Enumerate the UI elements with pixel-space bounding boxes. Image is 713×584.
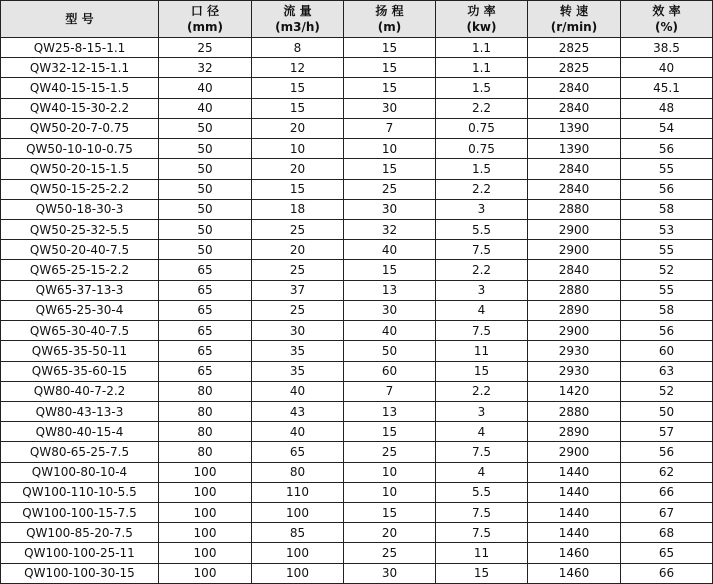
cell-head: 25 bbox=[344, 442, 436, 462]
cell-speed: 1460 bbox=[528, 543, 621, 563]
table-row bbox=[1, 321, 713, 341]
cell-power: 3 bbox=[436, 199, 528, 219]
table-row bbox=[1, 462, 713, 482]
cell-speed: 2900 bbox=[528, 240, 621, 260]
cell-efficiency: 55 bbox=[621, 240, 713, 260]
cell-power: 2.2 bbox=[436, 98, 528, 118]
cell-power: 7.5 bbox=[436, 442, 528, 462]
cell-efficiency: 55 bbox=[621, 159, 713, 179]
cell-flow: 40 bbox=[252, 381, 344, 401]
cell-power: 5.5 bbox=[436, 219, 528, 239]
cell-diameter: 65 bbox=[159, 361, 252, 381]
cell-efficiency: 66 bbox=[621, 482, 713, 502]
cell-head: 25 bbox=[344, 179, 436, 199]
cell-flow: 15 bbox=[252, 179, 344, 199]
header-label: 扬 程 bbox=[375, 4, 404, 18]
cell-speed: 1440 bbox=[528, 523, 621, 543]
cell-flow: 12 bbox=[252, 58, 344, 78]
table-row bbox=[1, 78, 713, 98]
cell-diameter: 50 bbox=[159, 179, 252, 199]
table-row bbox=[1, 139, 713, 159]
cell-efficiency: 57 bbox=[621, 422, 713, 442]
cell-efficiency: 53 bbox=[621, 219, 713, 239]
cell-efficiency: 48 bbox=[621, 98, 713, 118]
header-row bbox=[1, 1, 713, 38]
cell-speed: 2880 bbox=[528, 199, 621, 219]
table-row bbox=[1, 58, 713, 78]
cell-power: 1.1 bbox=[436, 38, 528, 58]
cell-flow: 25 bbox=[252, 260, 344, 280]
cell-speed: 1440 bbox=[528, 462, 621, 482]
cell-diameter: 65 bbox=[159, 260, 252, 280]
cell-diameter: 100 bbox=[159, 482, 252, 502]
cell-flow: 8 bbox=[252, 38, 344, 58]
cell-efficiency: 54 bbox=[621, 118, 713, 138]
cell-efficiency: 52 bbox=[621, 381, 713, 401]
cell-power: 4 bbox=[436, 300, 528, 320]
header-unit: (m3/h) bbox=[275, 20, 320, 34]
cell-efficiency: 56 bbox=[621, 139, 713, 159]
header-efficiency bbox=[621, 1, 713, 38]
cell-diameter: 100 bbox=[159, 543, 252, 563]
cell-diameter: 80 bbox=[159, 422, 252, 442]
cell-head: 15 bbox=[344, 38, 436, 58]
table-row bbox=[1, 381, 713, 401]
cell-flow: 20 bbox=[252, 240, 344, 260]
cell-efficiency: 56 bbox=[621, 179, 713, 199]
cell-speed: 2880 bbox=[528, 401, 621, 421]
cell-efficiency: 60 bbox=[621, 341, 713, 361]
cell-power: 2.2 bbox=[436, 381, 528, 401]
cell-speed: 2930 bbox=[528, 341, 621, 361]
header-label: 转 速 bbox=[559, 4, 589, 18]
cell-diameter: 25 bbox=[159, 38, 252, 58]
cell-diameter: 80 bbox=[159, 381, 252, 401]
table-row bbox=[1, 563, 713, 583]
cell-speed: 1440 bbox=[528, 482, 621, 502]
cell-power: 0.75 bbox=[436, 139, 528, 159]
cell-model: QW80-40-15-4 bbox=[1, 422, 159, 442]
cell-power: 0.75 bbox=[436, 118, 528, 138]
table-row bbox=[1, 118, 713, 138]
header-head bbox=[344, 1, 436, 38]
cell-head: 15 bbox=[344, 58, 436, 78]
cell-model: QW40-15-15-1.5 bbox=[1, 78, 159, 98]
header-power bbox=[436, 1, 528, 38]
table-row bbox=[1, 543, 713, 563]
cell-diameter: 100 bbox=[159, 462, 252, 482]
table-row bbox=[1, 240, 713, 260]
cell-efficiency: 38.5 bbox=[621, 38, 713, 58]
cell-head: 40 bbox=[344, 321, 436, 341]
cell-speed: 2840 bbox=[528, 98, 621, 118]
cell-diameter: 65 bbox=[159, 300, 252, 320]
cell-model: QW50-18-30-3 bbox=[1, 199, 159, 219]
cell-model: QW50-25-32-5.5 bbox=[1, 219, 159, 239]
header-diameter bbox=[159, 1, 252, 38]
cell-efficiency: 65 bbox=[621, 543, 713, 563]
table-row bbox=[1, 159, 713, 179]
header-unit: (%) bbox=[655, 20, 678, 34]
cell-model: QW65-35-50-11 bbox=[1, 341, 159, 361]
cell-speed: 2900 bbox=[528, 321, 621, 341]
cell-flow: 25 bbox=[252, 300, 344, 320]
cell-speed: 1390 bbox=[528, 139, 621, 159]
cell-model: QW50-20-15-1.5 bbox=[1, 159, 159, 179]
cell-power: 4 bbox=[436, 462, 528, 482]
cell-head: 30 bbox=[344, 199, 436, 219]
cell-efficiency: 58 bbox=[621, 199, 713, 219]
cell-efficiency: 50 bbox=[621, 401, 713, 421]
cell-model: QW80-65-25-7.5 bbox=[1, 442, 159, 462]
header-unit: (kw) bbox=[466, 20, 497, 34]
cell-head: 30 bbox=[344, 300, 436, 320]
cell-power: 7.5 bbox=[436, 503, 528, 523]
cell-power: 7.5 bbox=[436, 523, 528, 543]
cell-flow: 65 bbox=[252, 442, 344, 462]
table-row bbox=[1, 260, 713, 280]
cell-efficiency: 63 bbox=[621, 361, 713, 381]
header-label: 效 率 bbox=[652, 4, 681, 18]
cell-diameter: 50 bbox=[159, 199, 252, 219]
table-row bbox=[1, 503, 713, 523]
cell-diameter: 50 bbox=[159, 139, 252, 159]
cell-power: 5.5 bbox=[436, 482, 528, 502]
cell-model: QW65-30-40-7.5 bbox=[1, 321, 159, 341]
cell-model: QW65-25-15-2.2 bbox=[1, 260, 159, 280]
cell-model: QW65-35-60-15 bbox=[1, 361, 159, 381]
header-model bbox=[1, 1, 159, 38]
cell-efficiency: 62 bbox=[621, 462, 713, 482]
cell-speed: 2890 bbox=[528, 422, 621, 442]
cell-flow: 35 bbox=[252, 341, 344, 361]
cell-speed: 2840 bbox=[528, 179, 621, 199]
cell-efficiency: 45.1 bbox=[621, 78, 713, 98]
cell-head: 32 bbox=[344, 219, 436, 239]
cell-power: 15 bbox=[436, 361, 528, 381]
cell-head: 15 bbox=[344, 78, 436, 98]
cell-model: QW80-43-13-3 bbox=[1, 401, 159, 421]
cell-head: 10 bbox=[344, 482, 436, 502]
cell-head: 13 bbox=[344, 401, 436, 421]
cell-diameter: 50 bbox=[159, 159, 252, 179]
cell-head: 40 bbox=[344, 240, 436, 260]
table-row bbox=[1, 482, 713, 502]
header-model-label: 型 号 bbox=[65, 12, 94, 26]
cell-speed: 1440 bbox=[528, 503, 621, 523]
cell-flow: 40 bbox=[252, 422, 344, 442]
cell-speed: 1420 bbox=[528, 381, 621, 401]
cell-power: 4 bbox=[436, 422, 528, 442]
header-label: 流 量 bbox=[283, 4, 312, 18]
cell-speed: 2930 bbox=[528, 361, 621, 381]
cell-diameter: 100 bbox=[159, 523, 252, 543]
cell-head: 15 bbox=[344, 503, 436, 523]
cell-speed: 2825 bbox=[528, 58, 621, 78]
cell-power: 7.5 bbox=[436, 321, 528, 341]
cell-diameter: 32 bbox=[159, 58, 252, 78]
cell-diameter: 100 bbox=[159, 503, 252, 523]
cell-head: 7 bbox=[344, 118, 436, 138]
cell-flow: 10 bbox=[252, 139, 344, 159]
cell-flow: 35 bbox=[252, 361, 344, 381]
cell-efficiency: 55 bbox=[621, 280, 713, 300]
table-row bbox=[1, 442, 713, 462]
cell-speed: 1460 bbox=[528, 563, 621, 583]
cell-power: 7.5 bbox=[436, 240, 528, 260]
cell-power: 11 bbox=[436, 341, 528, 361]
cell-speed: 1390 bbox=[528, 118, 621, 138]
cell-speed: 2840 bbox=[528, 78, 621, 98]
cell-speed: 2900 bbox=[528, 219, 621, 239]
cell-diameter: 100 bbox=[159, 563, 252, 583]
cell-model: QW100-110-10-5.5 bbox=[1, 482, 159, 502]
cell-efficiency: 40 bbox=[621, 58, 713, 78]
cell-speed: 2890 bbox=[528, 300, 621, 320]
cell-efficiency: 67 bbox=[621, 503, 713, 523]
cell-flow: 18 bbox=[252, 199, 344, 219]
cell-model: QW80-40-7-2.2 bbox=[1, 381, 159, 401]
cell-efficiency: 52 bbox=[621, 260, 713, 280]
cell-speed: 2840 bbox=[528, 260, 621, 280]
cell-power: 1.1 bbox=[436, 58, 528, 78]
cell-speed: 2840 bbox=[528, 159, 621, 179]
cell-model: QW65-25-30-4 bbox=[1, 300, 159, 320]
cell-speed: 2880 bbox=[528, 280, 621, 300]
cell-flow: 100 bbox=[252, 563, 344, 583]
cell-efficiency: 68 bbox=[621, 523, 713, 543]
cell-head: 50 bbox=[344, 341, 436, 361]
header-label: 口 径 bbox=[190, 4, 220, 18]
cell-power: 2.2 bbox=[436, 179, 528, 199]
cell-model: QW100-80-10-4 bbox=[1, 462, 159, 482]
cell-flow: 110 bbox=[252, 482, 344, 502]
table-row bbox=[1, 199, 713, 219]
cell-flow: 43 bbox=[252, 401, 344, 421]
cell-flow: 100 bbox=[252, 503, 344, 523]
cell-model: QW40-15-30-2.2 bbox=[1, 98, 159, 118]
table-row bbox=[1, 361, 713, 381]
cell-diameter: 65 bbox=[159, 321, 252, 341]
cell-head: 60 bbox=[344, 361, 436, 381]
table-row bbox=[1, 401, 713, 421]
cell-diameter: 40 bbox=[159, 78, 252, 98]
cell-head: 15 bbox=[344, 422, 436, 442]
table-row bbox=[1, 341, 713, 361]
cell-model: QW50-15-25-2.2 bbox=[1, 179, 159, 199]
header-flow bbox=[252, 1, 344, 38]
cell-head: 15 bbox=[344, 159, 436, 179]
cell-head: 30 bbox=[344, 563, 436, 583]
cell-efficiency: 56 bbox=[621, 321, 713, 341]
cell-flow: 100 bbox=[252, 543, 344, 563]
cell-head: 30 bbox=[344, 98, 436, 118]
cell-power: 3 bbox=[436, 280, 528, 300]
table-row bbox=[1, 280, 713, 300]
header-label: 功 率 bbox=[467, 4, 496, 18]
cell-efficiency: 58 bbox=[621, 300, 713, 320]
header-unit: (mm) bbox=[187, 20, 223, 34]
table-row bbox=[1, 422, 713, 442]
table-row bbox=[1, 38, 713, 58]
cell-flow: 30 bbox=[252, 321, 344, 341]
table-row bbox=[1, 523, 713, 543]
table-row bbox=[1, 300, 713, 320]
cell-diameter: 80 bbox=[159, 401, 252, 421]
cell-diameter: 40 bbox=[159, 98, 252, 118]
cell-flow: 80 bbox=[252, 462, 344, 482]
table-row bbox=[1, 219, 713, 239]
cell-model: QW100-100-30-15 bbox=[1, 563, 159, 583]
cell-head: 7 bbox=[344, 381, 436, 401]
cell-diameter: 50 bbox=[159, 219, 252, 239]
cell-speed: 2825 bbox=[528, 38, 621, 58]
cell-speed: 2900 bbox=[528, 442, 621, 462]
cell-diameter: 50 bbox=[159, 240, 252, 260]
cell-head: 15 bbox=[344, 260, 436, 280]
cell-head: 20 bbox=[344, 523, 436, 543]
cell-head: 10 bbox=[344, 139, 436, 159]
cell-model: QW50-20-7-0.75 bbox=[1, 118, 159, 138]
cell-diameter: 65 bbox=[159, 341, 252, 361]
header-unit: (r/min) bbox=[550, 20, 598, 34]
cell-model: QW100-100-25-11 bbox=[1, 543, 159, 563]
cell-power: 15 bbox=[436, 563, 528, 583]
cell-model: QW25-8-15-1.1 bbox=[1, 38, 159, 58]
cell-model: QW50-20-40-7.5 bbox=[1, 240, 159, 260]
table-body bbox=[1, 38, 713, 584]
cell-power: 1.5 bbox=[436, 78, 528, 98]
cell-efficiency: 66 bbox=[621, 563, 713, 583]
cell-flow: 15 bbox=[252, 98, 344, 118]
cell-flow: 20 bbox=[252, 159, 344, 179]
cell-model: QW100-100-15-7.5 bbox=[1, 503, 159, 523]
cell-diameter: 50 bbox=[159, 118, 252, 138]
cell-power: 3 bbox=[436, 401, 528, 421]
header-unit: (m) bbox=[377, 20, 402, 34]
cell-flow: 15 bbox=[252, 78, 344, 98]
cell-diameter: 65 bbox=[159, 280, 252, 300]
cell-head: 13 bbox=[344, 280, 436, 300]
cell-model: QW50-10-10-0.75 bbox=[1, 139, 159, 159]
table-row bbox=[1, 98, 713, 118]
cell-head: 25 bbox=[344, 543, 436, 563]
cell-flow: 85 bbox=[252, 523, 344, 543]
cell-model: QW32-12-15-1.1 bbox=[1, 58, 159, 78]
cell-flow: 25 bbox=[252, 219, 344, 239]
cell-efficiency: 56 bbox=[621, 442, 713, 462]
cell-diameter: 80 bbox=[159, 442, 252, 462]
table-row bbox=[1, 179, 713, 199]
cell-flow: 37 bbox=[252, 280, 344, 300]
cell-model: QW65-37-13-3 bbox=[1, 280, 159, 300]
cell-power: 11 bbox=[436, 543, 528, 563]
header-speed bbox=[528, 1, 621, 38]
cell-model: QW100-85-20-7.5 bbox=[1, 523, 159, 543]
cell-head: 10 bbox=[344, 462, 436, 482]
cell-power: 1.5 bbox=[436, 159, 528, 179]
cell-flow: 20 bbox=[252, 118, 344, 138]
cell-power: 2.2 bbox=[436, 260, 528, 280]
